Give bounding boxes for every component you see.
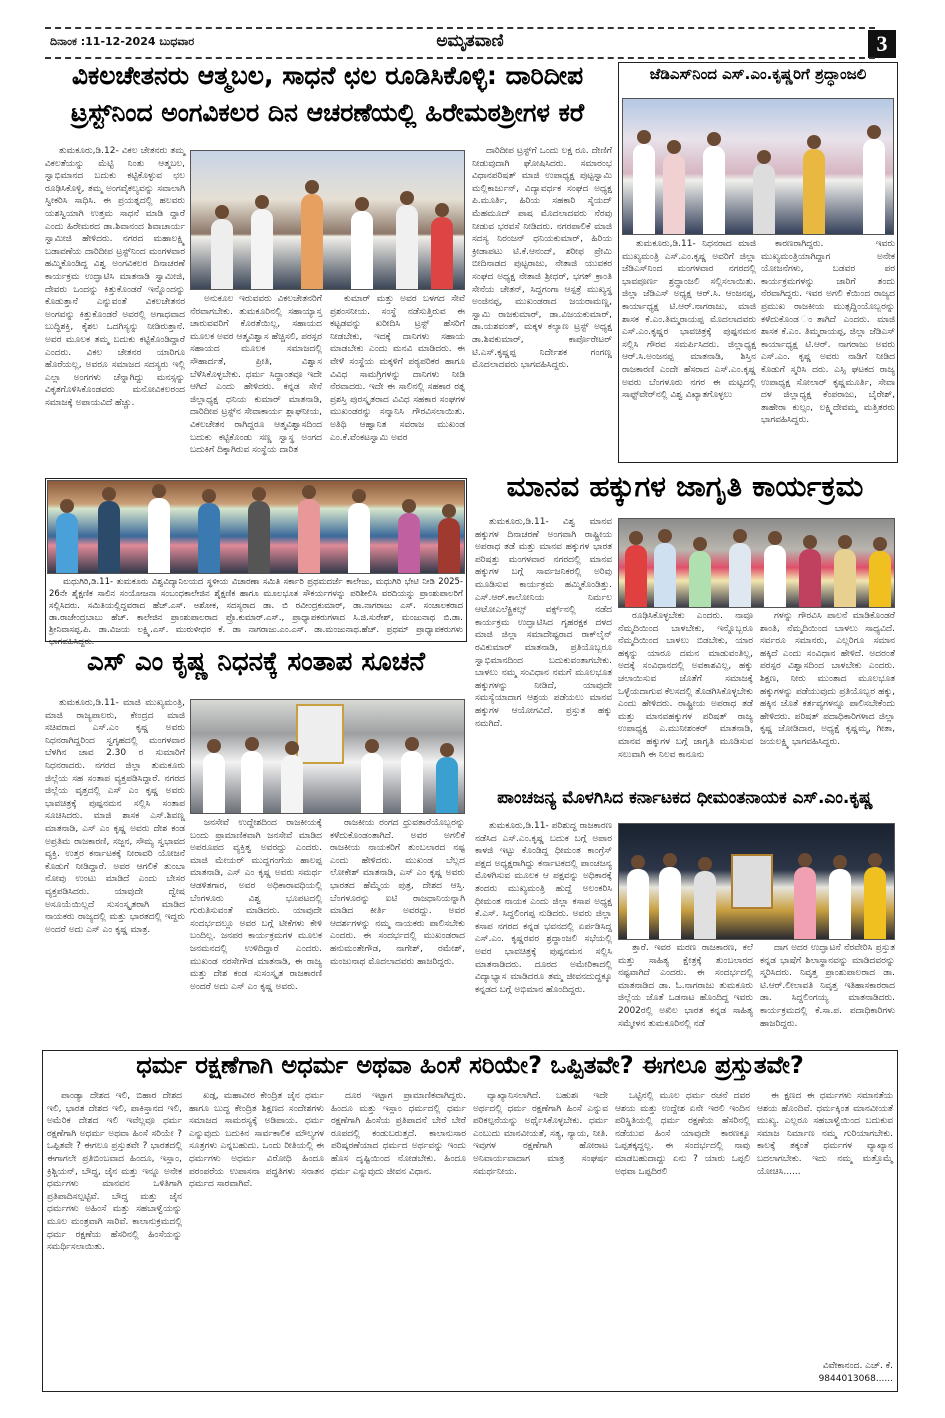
article1-column: ದಾರಿದೀಪ ಟ್ರಸ್ಟ್‌ಗೆ ಒಂದು ಲಕ್ಷ ರೂ. ದೇಣಿಗೆ ನೀಡುವುದಾಗಿ ಘೋಷಿಸಿದರು. ಸಮಾರಂಭ ವಿಧಾನಪರಿಷತ್ ಮಾಜಿ ಉಪಾಧ್ಯಕ್ಷ ಪುಟ್ಟಸ್ವಾಮಿ ಮಲ್ಲಿಕಾರ್ಜುನ್, ವಿದ್ಯಾವರ್ಧಕ ಸಂಘದ ಅಧ್ಯಕ್ಷ ಪಿ.ಮೂರ್ತಿ, ಹಿರಿಯ ಸಹಕಾರಿ ಸೈಯದ್ ಮೆಹಮೂದ್ ಪಾಷ ಮೊದಲಾದವರು ನೆರವು ನೀಡುವ ಭರವಸೆ ನೀಡಿದರು. ನಗರಪಾಲಿಕೆ ಮಾಜಿ ಸದಸ್ಯ ನಿರಂಜನ್ ಧನಿಯಕುಮಾರ್, ಹಿರಿಯ ಕ್ರೀಡಾಪಟು ಟಿ.ಕೆ.ಆನಂದ್, ಶರೀಫ ಪ್ರೇಮಿ ಬೀದಿನಾಡದ ಪುಟ್ಟರಾಜು, ನೇತಾಜಿ ಯುವಕರ ಸಂಘದ ಅಧ್ಯಕ್ಷ ನೇತಾಜಿ ಶ್ರೀಧರ್, ಭಗತ್ ಕ್ರಾಂತಿ ಸೇನೆಯ ಚೇತನ್, ಸಿದ್ದಗಂಗಾ ಆಸ್ಪತ್ರೆ ಮುಖ್ಯಸ್ಥ ಅಂಜಿನಪ್ಪ, ಮುಖಂಡರಾದ ಜಯರಾಮಣ್ಣ, ಸ್ವಾಮಿ ರಾಜಕುಮಾರ್, ಡಾ.ವಿಜಯಕುಮಾರ್, ಡಾ.ಯಶವಂತ್, ಮಕ್ಕಳ ಕಲ್ಯಾಣ ಟ್ರಸ್ಟ್ ಅಧ್ಯಕ್ಷ ಡಾ.ಶಿವಕುಮಾರ್, ಕಾರ್ಪೊರೇಟರ್ ಟಿ.ಎಸ್.ಕೃಷ್ಣಪ್ಪ ನಿರ್ದೇಶಕ ಗಂಗಣ್ಣ ಮೊದಲಾದವರು ಭಾಗವಹಿಸಿದ್ದರು. (472, 146, 612, 371)
article2-column: ತುಮಕೂರು,ಡಿ.11- ನಿಧನರಾದ ಮಾಜಿ ಮುಖ್ಯಮಂತ್ರಿ ಎಸ್.ಎಂ.ಕೃಷ್ಣ ಅವರಿಗೆ ಜಿಲ್ಲಾ ಜೆಡಿಎಸ್‌ನಿಂದ ಮಂಗಳವಾರ ನಗರದಲ್ಲಿ ಭಾವಪೂರ್ಣ ಶ್ರದ್ಧಾಂಜಲಿ ಸಲ್ಲಿಸಲಾಯಿತು. ಜಿಲ್ಲಾ ಜೆಡಿಎಸ್ ಅಧ್ಯಕ್ಷ ಆರ್.ಸಿ. ಆಂಜನಪ್ಪ, ಕಾರ್ಯಾಧ್ಯಕ್ಷ ಟಿ.ಆರ್.ನಾಗರಾಜು, ಮಾಜಿ ಶಾಸಕ ಕೆ.ಎಂ.ತಿಮ್ಮರಾಯಪ್ಪ ಮೊದಲಾದವರು ಎಸ್.ಎಂ.ಕೃಷ್ಣರ ಭಾವಚಿತ್ರಕ್ಕೆ ಪುಷ್ಪನಮನ ಸಲ್ಲಿಸಿ ಗೌರವ ಸಮರ್ಪಿಸಿದರು. ಜಿಲ್ಲಾಧ್ಯಕ್ಷ ಆರ್.ಸಿ.ಅಂಜನಪ್ಪ ಮಾತನಾಡಿ, ಶಿಸ್ತಿನ ರಾಜಕಾರಣಿ ಎಂದೇ ಹೆಸರಾದ ಎಸ್.ಎಂ.ಕೃಷ್ಣ ಅವರು ಬೆಂಗಳೂರು ನಗರ ಈ ಮಟ್ಟದಲ್ಲಿ ಸಾಫ್ಟ್‌ವೇರ್‌ನಲ್ಲಿ ವಿಶ್ವ ವಿಖ್ಯಾತಗೊಳ್ಳಲು (622, 239, 756, 401)
article6-column: ಪಾಂಡ್ಯಾ ದೇಶದ ಇಲಿ, ಬಿಹಾರ ದೇಶದ ಇಲಿ, ಭಾರತ ದೇಶದ ಇಲಿ, ಪಾಕಿಸ್ತಾನದ ಇಲಿ, ಅಮೆರಿಕ ದೇಶದ ಇಲಿ ಇವೆಲ್ಲವೂ ಧರ್ಮ ರಕ್ಷಣೆಗಾಗಿ ಅಧರ್ಮ ಅಥವಾ ಹಿಂಸೆ ಸರಿಯೇ ? ಒಪ್ಪಿತವೇ ? ಈಗಲೂ ಪ್ರಸ್ತುತವೇ ? ಭಾರತದಲ್ಲಿ ಈಗಾಗಲೇ ಪ್ರತಿಬಿಂಬವಾದ ಹಿಂದೂ, ಇಸ್ಲಾಂ, ಕ್ರಿಶ್ಚಿಯನ್, ಬೌದ್ಧ, ಜೈನ ಮತ್ತು ಇನ್ನೂ ಅನೇಕ ಧರ್ಮಗಳು ಮಾನವನ ಒಳಿತಿಗಾಗಿ ಪ್ರತಿಪಾದಿಸಲ್ಪಟ್ಟಿವೆ. ಬೌದ್ಧ ಮತ್ತು ಜೈನ ಧರ್ಮಗಳು ಅಹಿಂಸೆ ಮತ್ತು ಸಹಬಾಳ್ವೆಯನ್ನು ಮೂಲ ಮಂತ್ರವಾಗಿ ಸಾರಿವೆ. ಕಾಲಾನುಕ್ರಮದಲ್ಲಿ ಧರ್ಮ ರಕ್ಷಣೆಯ ಹೆಸರಿನಲ್ಲಿ ಹಿಂಸೆಯನ್ನು ಸಮರ್ಥಿಸಲಾಯಿತು. (47, 1091, 182, 1253)
article4-headline: ಮಾನವ ಹಕ್ಕುಗಳ ಜಾಗೃತಿ ಕಾರ್ಯಕ್ರಮ (506, 469, 864, 503)
portrait-frame (731, 854, 773, 909)
photo-story-photo (47, 480, 465, 574)
portrait-frame (296, 704, 344, 764)
article5-column: ದಾಗ ಅದರ ಉದ್ಘಾಟನೆ ನೆರವೇರಿಸಿ ಪ್ರಸ್ತುತ ಕನ್ನಡ ಭಾಷೆಗೆ ಶಿಲಾಸ್ಥಾನವನ್ನು ಮಾಡಿದವರನ್ನು ಸ್ಮರಿಸಿದರು. ನಿವೃತ್ತ ಪ್ರಾಂಶುಪಾಲರಾದ ಡಾ. ಟಿ.ಆರ್.ಲೀಲಾವತಿ ನಿವೃತ್ತ ಇತಿಹಾಸಕಾರರಾದ ಡಾ. ಸಿದ್ದಲಿಂಗಯ್ಯ ಮಾತನಾಡಿದರು. ಕಾರ್ಯಕ್ರಮದಲ್ಲಿ ಕೆ.ಸಾ.ಪ. ಪದಾಧಿಕಾರಿಗಳು ಹಾಜರಿದ್ದರು. (760, 943, 895, 1029)
photo-caption: ಮಧುಗಿರಿ,ಡಿ.11- ತುಮಕೂರು ವಿಶ್ವವಿದ್ಯಾನಿಲಯದ ಸ್ಥಳೀಯ ವಿಚಾರಣಾ ಸಮಿತಿ ಸರ್ಕಾರಿ ಪ್ರಥಮದರ್ಜೆ ಕಾಲೇಜು, ಮಧುಗಿರಿ ಭೇಟಿ ನೀಡಿ 2025-26ನೇ ಶೈಕ್ಷಣಿಕ ಸಾಲಿನ ಸಂಯೋಜನಾ ಸಂಬಂಧಕಾಲೇಜಿನ ಶೈಕ್ಷಣಿಕ ಹಾಗೂ ಮೂಲಭೂತ ಸೌಕರ್ಯಗಳನ್ನು ಪರಿಶೀಲಿಸಿ ವರದಿಯನ್ನು ಪ್ರಾಂಶುಪಾಲರಿಗೆ ಸಲ್ಲಿಸಿದರು. ಸಮಿತಿಯಲ್ಲಿದ್ದವರಾದ ಹೆಚ್.ಎಸ್. ಅಶೋಕ, ಸದಸ್ಯರಾದ ಡಾ. ಬಿ ರವೀಂದ್ರಕುಮಾರ್, ಡಾ.ನಾಗರಾಜು ಎಸ್. ಸಂಚಾಲಕರಾದ ಡಾ.ರಾಜೇಂದ್ರಬಾಬು ಹೆಚ್. ಕಾಲೇಜಿನ ಪ್ರಾಂಶುಪಾಲರಾದ ಪ್ರೊ.ಕುಮಾರ್.ಎಸ್., ಪ್ರಾಧ್ಯಾಪಕರುಗಳಾದ ಸಿ.ಜಿ.ಸುರೇಶ್, ಮಂಜುನಾಥ ಬಿ.ಡಾ. ಶ್ರೀನಿವಾಸಪ್ಪ.ಪಿ. ಡಾ.ವಿಜಯ ಲಕ್ಷ್ಮಿ.ಎಸ್. ಮುರುಳೀಧರ ಕೆ. ಡಾ ನಾಗರಾಜು.ಎಂ.ಎಸ್. ಡಾ.ಮಂಜುನಾಥ.ಹೆಚ್. ಪ್ರಥಮ್ ಪ್ರಾಧ್ಯಾಪಕರುಗಳು ಭಾಗವಹಿಸಿದ್ದರು. (49, 577, 463, 647)
article3-photo (190, 699, 465, 814)
article6-column: ದೂರ ಇಟ್ಟಾಗ ಪ್ರಾಮಾಣಿಕವಾಗಿದ್ದರು. ಹಿಂದೂ ಮತ್ತು ಇಸ್ಲಾಂ ಧರ್ಮದಲ್ಲಿ ಧರ್ಮ ರಕ್ಷಣೆಗಾಗಿ ಹಿಂಸೆಯ ಪ್ರತಿಪಾದನೆ ಬೇರೆ ಬೇರೆ ರೂಪದಲ್ಲಿ ಕಂಡುಬರುತ್ತದೆ. ಕಾಲಾನುಸಾರ ಪರಿಷ್ಕರಣೆಯಾದ ಧರ್ಮದ ಅರ್ಥವನ್ನು ಇಂದು ಹೊಸ ದೃಷ್ಟಿಯಿಂದ ನೋಡಬೇಕು. ಹಿಂದೂ ಧರ್ಮ ಎನ್ನುವುದು ಜೀವನ ವಿಧಾನ. (331, 1091, 466, 1177)
article3-column: ತುಮಕೂರು,ಡಿ.11- ಮಾಜಿ ಮುಖ್ಯಮಂತ್ರಿ, ಮಾಜಿ ರಾಜ್ಯಪಾಲರು, ಕೇಂದ್ರದ ಮಾಜಿ ಸಚಿವರಾದ ಎಸ್.ಎಂ ಕೃಷ್ಣ ಅವರು ನಿಧನರಾಗಿದ್ದರಿಂದ ಸ್ವಗೃಹದಲ್ಲಿ ಮಂಗಳವಾರ ಬೆಳಗಿನ ಜಾವ 2.30 ರ ಸುಮಾರಿಗೆ ನಿಧನರಾದರು. ನಗರದ ಜಿಲ್ಲಾ ತುಮಕೂರು ಜಿಲ್ಲೆಯ ಸಹ ಸಂತಾಪ ವ್ಯಕ್ತಪಡಿಸಿದ್ದಾರೆ. ನಗರದ ಜಿಲ್ಲೆಯ ವೃತ್ತದಲ್ಲಿ ಎಸ್ ಎಂ ಕೃಷ್ಣ ಅವರು ಭಾವಚಿತ್ರಕ್ಕೆ ಪುಷ್ಪನಮನ ಸಲ್ಲಿಸಿ ಸಂತಾಪ ಸೂಚಿಸಿದರು. ಮಾಜಿ ಶಾಸಕ ಎಸ್.ಶಿವಣ್ಣ ಮಾತನಾಡಿ, ಎಸ್ ಎಂ ಕೃಷ್ಣ ಅವರು ದೇಶ ಕಂಡ ಅಪ್ರತಿಮ ರಾಜಕಾರಣಿ, ಸಜ್ಜನ, ಸೌಮ್ಯ ಸ್ವಭಾವದ ವ್ಯಕ್ತಿ. ಉತ್ತರ ಕರ್ನಾಟಕಕ್ಕೆ ನೀರಾವರಿ ಯೋಜನೆ ಕೊಡುಗೆ ನೀಡಿದ್ದಾರೆ. ಅವರ ಆಗಲಿಕೆ ತುಂಬಾ ನೋವು ಉಂಟು ಮಾಡಿದೆ ಎಂದು ಬೇಸರ ವ್ಯಕ್ತಪಡಿಸಿದರು. ಯಾವುದೇ ದ್ವೇಷ ಅಸೂಯೆಯಿಲ್ಲದೆ ಸುಸಂಸ್ಕೃತರಾಗಿ ಮಾಡಿದ ನಾಯಕರು ರಾಜ್ಯದಲ್ಲಿ ಮತ್ತು ಭಾರತದಲ್ಲಿ ಇದ್ದರು ಅಂದರೆ ಅದು ಎಸ್ ಎಂ ಕೃಷ್ಣ ಮಾತ್ರ. (45, 698, 185, 935)
article2-column: ಕಾರಣರಾಗಿದ್ದರು. ಇವರು ಮುಖ್ಯಮಂತ್ರಿಯಾಗಿದ್ದಾಗ ಅನೇಕ ಯೋಜನೆಗಳು, ಬಡವರ ಪರ ಕಾರ್ಯಕ್ರಮಗಳನ್ನು ಜಾರಿಗೆ ತಂದು ನೆರವಾಗಿದ್ದರು. ಇವರ ಅಗಲಿ ಕೆಯಿಂದ ರಾಜ್ಯದ ಪ್ರಮುಖ ರಾಜಕೀಯ ಮುತ್ಸದ್ದಿಂಯೊಬ್ಬರನ್ನು ಕಳೆದುಕೊಂಡ ಂತಾಗಿದೆ ಎಂದರು. ಮಾಜಿ ಶಾಸಕ ಕೆ.ಎಂ. ತಿಮ್ಮರಾಯಪ್ಪ, ಜಿಲ್ಲಾ ಜೆಡಿಎಸ್ ಕಾರ್ಯಾಧ್ಯಕ್ಷ ಟಿ.ಆರ್. ನಾಗರಾಜು ಅವರು ಎಸ್.ಎಂ. ಕೃಷ್ಣ ಅವರು ನಾಡಿಗೆ ನೀಡಿದ ಕೊಡುಗೆ ಸ್ಮರಿಸಿ ದರು. ಎಸ್ಸಿ ಘಟಕದ ರಾಜ್ಯ ಉಪಾಧ್ಯಕ್ಷ ಸೋಲಾರ್ ಕೃಷ್ಣಮೂರ್ತಿ, ಸೇವಾ ದಳ ಜಿಲ್ಲಾಧ್ಯಕ್ಷ ಕೆಂಪರಾಜು, ಬೈರೇಶ್, ತಾಹೇರಾ ಕುಲ್ಸಂ, ಲಕ್ಷ್ಮಿದೇವಮ್ಮ ಮತ್ತಿತರರು ಭಾಗವಹಿಸಿದ್ದರು. (761, 239, 895, 426)
article4-photo (618, 518, 895, 608)
byline-name: ವಿವೇಕಾನಂದ. ಎಚ್. ಕೆ. (822, 1361, 893, 1371)
article1-column: ಕುಮಾರ್ ಮತ್ತು ಅವರ ಬಳಗದ ಸೇವೆ ಪ್ರಶಂಸನೀಯ. ಸಂಸ್ಥೆ ನಡೆಸುತ್ತಿರುವ ಈ ಕಟ್ಟಡವನ್ನು ಖರೀದಿಸಿ ಟ್ರಸ್ಟ್ ಹೆಸರಿಗೆ ನೀಡಬೇಕು, ಇದಕ್ಕೆ ದಾನಿಗಳು ಸಹಾಯ ಮಾಡಬೇಕು ಎಂದು ಮನವಿ ಮಾಡಿದರು. ಈ ವೇಳೆ ಸಂಸ್ಥೆಯ ಮಕ್ಕಳಿಗೆ ಪಠ್ಯಪರಿಕರ ಹಾಗೂ ವಿವಿಧ ಸಾಮಗ್ರಿಗಳನ್ನು ದಾನಿಗಳು ನೀಡಿ ನೆರವಾದರು. ಇದೇ ಈ ಸಾಲಿನಲ್ಲಿ ಸಹಕಾರ ರತ್ನ ಪ್ರಶಸ್ತಿ ಪುರಸ್ಕೃತರಾದ ವಿವಿಧ ಸಹಕಾರ ಸಂಘಗಳ ಮುಖಂಡರನ್ನು ಸನ್ಮಾನಿಸಿ ಗೌರವಿಸಲಾಯಿತು. ಅತಿಥಿ ಆಹ್ವಾನಿತ ಸವರಾಜ ಮುಖಂಡ ಎಂ.ಕೆ.ವೆಂಕಟಸ್ವಾಮಿ ಅವರ (330, 294, 465, 443)
article6-column: ಖಡ್ಗ, ಮಹಾವೀರ ಕೇಂದ್ರಿತ ಜೈನ ಧರ್ಮ ಹಾಗೂ ಬುದ್ಧ ಕೇಂದ್ರಿತ ಶಿಕ್ಷಣದ ಸಂದೇಶಗಳು ಸಮಾಜದ ಸಾಮರಸ್ಯಕ್ಕೆ ಅಡಿಪಾಯ. ಧರ್ಮ ಎನ್ನುವುದು ಬದುಕಿನ ಸಾರ್ವಕಾಲಿಕ ಮೌಲ್ಯಗಳ ಸೂತ್ರಗಳು ಎನ್ನಬಹುದು. ಒಂದು ರೀತಿಯಲ್ಲಿ ಈ ಧರ್ಮಗಳು ಅಧರ್ಮ ವಿರೋಧಿ ಹಿಂದೂ ಪರಂಪರೆಯ ಉಪಾಸನಾ ಪದ್ಧತಿಗಳು ಸನಾತನ ಧರ್ಮದ ಸಾರವಾಗಿವೆ. (189, 1091, 324, 1190)
issue-date: ದಿನಾಂಕ :11-12-2024 ಬುಧವಾರ (50, 35, 195, 48)
article5-headline: ಪಾಂಚಜನ್ಯ ಮೊಳಗಿಸಿದ ಕರ್ನಾಟಕದ ಧೀಮಂತನಾಯಕ ಎಸ್.ಎಂ.ಕೃಷ್ಣ (497, 788, 873, 808)
article6-byline (757, 1360, 893, 1386)
article4-column: ರೂಢಿಸಿಕೊಳ್ಳಬೇಕು ಎಂದರು. ನಾವೂ ನೆಮ್ಮದಿಯಿಂದ ಬಾಳಬೇಕು, ಇನ್ನೊಬ್ಬರೂ ನೆಮ್ಮದಿಯಿಂದ ಬಾಳಲು ಬಿಡಬೇಕು, ಯಾರ ಹಕ್ಕನ್ನು ಯಾರೂ ದಮನ ಮಾಡುವಂತಿಲ್ಲ, ಅದಕ್ಕೆ ಸಂವಿಧಾನದಲ್ಲಿ ಅವಕಾಶವಿಲ್ಲ, ಹಕ್ಕು ಚಲಾಯಿಸುವ ಜೊತೆಗೆ ಸಮಾಜಕ್ಕೆ ಒಳ್ಳೆಯದಾಗುವ ಕೆಲಸದಲ್ಲಿ ತೊಡಗಿಸಿಕೊಳ್ಳಬೇಕು ಎಂದು ಹೇಳಿದರು. ರಾಷ್ಟ್ರೀಯ ಅಪರಾಧ ತಡೆ ಮತ್ತು ಮಾನವಹಕ್ಕುಗಳ ಪರಿಷತ್ ರಾಜ್ಯ ಉಪಾಧ್ಯಕ್ಷ ಎ.ಮುನೀಶಂಕರ್ ಮಾತನಾಡಿ, ಮಾನವ ಹಕ್ಕುಗಳ ಬಗ್ಗೆ ಜಾಗೃತಿ ಮೂಡಿಸುವ ಸಲುವಾಗಿ ಈ ನಿಲವ ಕಾನೂನು (618, 611, 753, 760)
article5-column: ತ್ತಾರೆ. ಇವರ ಮರಣ ರಾಜಕಾರಣ, ಕಲೆ ಮತ್ತು ಸಾಹಿತ್ಯ ಕ್ಷೇತ್ರಕ್ಕೆ ತುಂಬಲಾರದ ನಷ್ಟವಾಗಿದೆ ಎಂದರು. ಈ ಸಂದರ್ಭದಲ್ಲಿ ಮಾತನಾಡಿದ ಡಾ. ಓ.ನಾಗರಾಜು ತುಮಕೂರು ಜಿಲ್ಲೆಯ ಜೊತೆ ಒಡನಾಟ ಹೊಂದಿದ್ದ ಇವರು 2002ರಲ್ಲಿ ಅಖಿಲ ಭಾರತ ಕನ್ನಡ ಸಾಹಿತ್ಯ ಸಮ್ಮೇಳನ ತುಮಕೂರಿನಲ್ಲಿ ನಡೆ (618, 943, 753, 1029)
article4-column: ಗಳನ್ನು ಗೌರವಿಸಿ ಪಾಲನೆ ಮಾಡಿಕೊಂಡರೆ ಶಾಂತಿ, ನೆಮ್ಮದಿಯಿಂದ ಬಾಳಲು ಸಾಧ್ಯವಿದೆ. ಸರ್ವರೂ ಸಮಾನರು, ಎಲ್ಲರಿಗೂ ಸಮಾನ ಹಕ್ಕಿದೆ ಎಂದು ಸಂವಿಧಾನ ಹೇಳಿದೆ. ಅದರಂತೆ ಪರಸ್ಪರ ವಿಶ್ವಾಸದಿಂದ ಬಾಳಬೇಕು ಎಂದರು. ಶಿಕ್ಷಣ, ನೀರು ಮುಂತಾದ ಮೂಲಭೂತ ಹಕ್ಕುಗಳನ್ನು ಪಡೆಯುವುದು ಪ್ರತಿಯೊಬ್ಬರ ಹಕ್ಕು, ಹಕ್ಕಿನ ಜೊತೆ ಕರ್ತವ್ಯಗಳನ್ನೂ ಪಾಲಿಸಬೇಕೆಂದು ಹೇಳಿದರು. ಪರಿಷತ್ ಪದಾಧಿಕಾರಿಗಳಾದ ಜಿಲ್ಲಾ ಕೃಷ್ಣ ಜೋಡಿದಾರ, ಅಧ್ಯಕ್ಷೆ ಕೃಷ್ಣಮ್ಮ, ಗೀತಾ, ಜಯಲಕ್ಷ್ಮಿ ಭಾಗವಹಿಸಿದ್ದರು. (760, 611, 895, 747)
article1-column: ಅನುಕೂಲ ಇರುವವರು ವಿಕಲಚೇತನರಿಗೆ ನೆರವಾಗಬೇಕು. ತುಮಕೂರಿನಲ್ಲಿ ಸಹಾಯ್ಯಾಸ್ತ ಚಾರುವವರಿಗೆ ಕೊರತೆಯಿಲ್ಲ, ಸಹಾಯದ ಮೂಲಕ ಅವರ ಆತ್ಮವಿಶ್ವಾಸ ಹೆಚ್ಚಿಸಲಿ, ಪರಸ್ಪರ ಸಹಾಯದ ಮೂಲಕ ಸಮಾಜದಲ್ಲಿ ಸೌಹಾರ್ದತೆ, ಪ್ರೀತಿ, ವಿಶ್ವಾಸ ಬೆಳೆಸಿಕೊಳ್ಳಬೇಕು. ಧರ್ಮ ಸಿದ್ಧಾಂತವೂ ಇದೇ ಆಗಿದೆ ಎಂದು ಹೇಳಿದರು. ಕನ್ನಡ ಸೇನೆ ಜಿಲ್ಲಾಧ್ಯಕ್ಷ ಧನಿಯ ಕುಮಾರ್ ಮಾತನಾಡಿ, ದಾರಿದೀಪ ಟ್ರಸ್ಟ್‌ನ ಸೇವಾಕಾರ್ಯ ಶ್ಲಾಘನೀಯ, ವಿಕಲಚೇತನ ರಾಗಿದ್ದರೂ ಆತ್ಮವಿಶ್ವಾಸದಿಂದ ಬದುಕು ಕಟ್ಟಿಕೊಂಡು ಸಣ್ಣ ಸ್ವಾಸ್ಥ ಅಂಗದ ಬದುಕಿಗೆ ದಿಕ್ಕಾಗಿರುವ ಸಂಸ್ಥೆಯ ದಾರಿತ (190, 294, 323, 456)
article5-column: ತುಮಕೂರು,ಡಿ.11- ಪರಿಶುದ್ಧ ರಾಜಕಾರಣ ನಡೆಸಿದ ಎಸ್.ಎಂ.ಕೃಷ್ಣ ಬದುಕ ಬಗ್ಗೆ ಅಪಾರ ಕಾಳಜಿ ಇಟ್ಟು ಕೊಂಡಿದ್ದ ಧೀಮಂತ ಕಾಂಗ್ರೆಸ್ ಪಕ್ಷದ ಅಧ್ಯಕ್ಷರಾಗಿದ್ದು ಕರ್ನಾಟಕದಲ್ಲಿ ಪಾಂಚಜನ್ಯ ಮೊಳಗಿಸುವ ಮೂಲಕ ಆ ಪಕ್ಷವನ್ನು ಅಧಿಕಾರಕ್ಕೆ ತಂದರು ಮುಖ್ಯಮಂತ್ರಿ ಹುದ್ದೆ ಅಲಂಕರಿಸಿ ಧೀಮಂತ ನಾಯಕ ಎಂದು ಜಿಲ್ಲಾ ಕಸಾಪ ಅಧ್ಯಕ್ಷ ಕೆ.ಎಸ್. ಸಿದ್ದಲಿಂಗಪ್ಪ ನುಡಿದರು. ಅವರು ಜಿಲ್ಲಾ ಕಸಾಪ ನಗರದ ಕನ್ನಡ ಭವನದಲ್ಲಿ ಏರ್ಪಡಿಸಿದ್ದ ಎಸ್.ಎಂ. ಕೃಷ್ಣರವರ ಶ್ರದ್ಧಾಂಜಲಿ ಸಭೆಯಲ್ಲಿ ಅವರ ಭಾವಚಿತ್ರಕ್ಕೆ ಪುಷ್ಪನಮನ ಸಲ್ಲಿಸಿ ಮಾತನಾಡಿದರು. ದೂರದ ಅಮೇರಿಕಾದಲ್ಲಿ ವಿದ್ಯಾಭ್ಯಾಸ ಮಾಡಿದರೂ ತಮ್ಮ ಜೀವನದುದ್ದಕ್ಕೂ ಕನ್ನಡದ ಬಗ್ಗೆ ಅಭಿಮಾನ ಹೊಂದಿದ್ದರು. (475, 821, 612, 995)
article5-photo (618, 823, 895, 940)
article1-column: ತುಮಕೂರು,ಡಿ.12- ವಿಕಲ ಚೇತನರು ತಮ್ಮ ವಿಕಲತೆಯನ್ನು ಮೆಟ್ಟಿ ನಿಂತು ಆತ್ಮಬಲ, ಸ್ವಾಭಿಮಾನದ ಬದುಕು ಕಟ್ಟಿಕೊಳ್ಳುವ ಛಲ ರೂಢಿಸಿಕೊಳ್ಳಿ, ತಮ್ಮ ಅಂಗವೈಕಲ್ಯವನ್ನು ಸವಾಲಾಗಿ ಸ್ವೀಕರಿಸಿ ಸಾಧಿಸಿ. ಈ ಪ್ರಯತ್ನದಲ್ಲಿ ಹಲವರು ಯಶಸ್ವಿಯಾಗಿ ಉತ್ತಮ ಸಾಧನೆ ಮಾಡಿ ದ್ದಾರೆ ಎಂದು ಹಿರೇಮಠದ ಡಾ.ಶಿವಾನಂದ ಶಿವಾಚಾರ್ಯ ಸ್ವಾಮೀಜಿ ಹೇಳಿದರು. ನಗರದ ಮಹಾಲಕ್ಷ್ಮಿ ಬಡಾವಣೆಯ ದಾರಿದೀಪ ಟ್ರಸ್ಟ್‌ನಿಂದ ಮಂಗಳವಾರ ಹಮ್ಮಿಕೊಂಡಿದ್ದ ವಿಶ್ವ ಅಂಗವಿಕಲರ ದಿನಾಚರಣೆ ಕಾರ್ಯಕ್ರಮ ಉದ್ಘಾಟಿಸಿ ಮಾತನಾಡಿ ಸ್ವಾಮೀಜಿ, ದೇವರು ಒಂದನ್ನು ಕಿತ್ತುಕೊಂಡರೆ ಇನ್ನೊಂದನ್ನು ಕೊಡುತ್ತಾನೆ ಎನ್ನುವಂತೆ ವಿಕಲಚೇತನರ ಅಂಗವನ್ನು ಕಿತ್ತುಕೊಂಡರೆ ಅವರಲ್ಲಿ ಅಗಾಧವಾದ ಬುದ್ಧಿಶಕ್ತಿ, ಕೈಶಲ ಒದಗಿಸ್ಯನ್ನು ನೀಡಿರುತ್ತಾನೆ. ಅವರ ಮೂಲಕ ತಮ್ಮ ಬದುಕು ಕಟ್ಟಿಕೊಂಡಿದ್ದಾರೆ ಎಂದರು. ವಿಕಲ ಚೇತನರ ಯಾರಿಗೂ ಹೊರೆಯಲ್ಲ, ಅವರೂ ಸಮಾಜದ ಸದಸ್ಯರು ಇಲ್ಲಿ ಎಲ್ಲಾ ಅಂಗಗಳು ಚೆನ್ನಾಗಿದ್ದು ಮನಸ್ಸನ್ನು ವಿಕೃತಗೊಳಿಸಿಕೊಂಡವರು ಮನೋವಿಕಲರಂದ ಸಮಾಜಕ್ಕೆ ಅಪಾಯವಿದೆ ಹೆಚ್ಚು. (45, 146, 185, 408)
article3-column: ಜನಸೇವೆ ಉದ್ದೇಶದಿಂದ ರಾಜಕೀಯಕ್ಕೆ ಬಂದು ಪ್ರಾಮಾಣಿಕವಾಗಿ ಜನಸೇವೆ ಮಾಡಿದ ಅಪರೂಪದ ವ್ಯಕ್ತಿತ್ವ ಅವರದ್ದು ಎಂದರು. ಮಾಜಿ ಮೇಯರ್ ಮುದ್ದಗಂಗೆಯ ಹಾಲಪ್ಪ ಮಾತನಾಡಿ, ಎಸ್ ಎಂ ಕೃಷ್ಣ ಅವರು ಸಮರ್ಥ ಆಡಳಿತಗಾರ, ಅವರ ಅಧಿಕಾರಾವಧಿಯಲ್ಲಿ ಬೆಂಗಳೂರು ವಿಶ್ವ ಭೂಪಟದಲ್ಲಿ ಗುರುತಿಸುವಂತೆ ಮಾಡಿದರು. ಯಾವುದೇ ಸಂದರ್ಭದಲ್ಲೂ ಅವರ ಬಗ್ಗೆ ಟೀಕೆಗಳು ಕೇಳಿ ಬಂದಿಲ್ಲ. ಜನಪರ ಕಾರ್ಯಕ್ರಮಗಳ ಮೂಲಕ ಜನಮನದಲ್ಲಿ ಉಳಿದಿದ್ದಾರೆ ಎಂದರು. ಮುಖಂಡ ನರಸೇಗೌಡ ಮಾತನಾಡಿ, ಈ ರಾಜ್ಯ ಮತ್ತು ದೇಶ ಕಂಡ ಸುಸಂಸ್ಕೃತ ರಾಜಕಾರಣಿ ಅಂದರೆ ಅದು ಎಸ್ ಎಂ ಕೃಷ್ಣ ಅವರು. (190, 818, 322, 992)
article6-column: ವ್ಯಾಖ್ಯಾನಿಸಲಾಗಿದೆ. ಬಹುಶಃ ಇದೇ ಅರ್ಥದಲ್ಲಿ ಧರ್ಮ ರಕ್ಷಣೆಗಾಗಿ ಹಿಂಸೆ ಎನ್ನುವ ಪರಿಕಲ್ಪನೆಯನ್ನು ಅರ್ಥೈಸಿಕೊಳ್ಳಬೇಕು. ಧರ್ಮ ಎಂಬುದು ಮಾನವೀಯತೆ, ಸತ್ಯ, ನ್ಯಾಯ, ನೀತಿ. ಇವುಗಳ ರಕ್ಷಣೆಗಾಗಿ ಹೋರಾಟ ಅನಿವಾರ್ಯವಾದಾಗ ಮಾತ್ರ ಸಂಘರ್ಷ ಸಮರ್ಥನೀಯ. (473, 1091, 608, 1177)
page-number: 3 (868, 30, 896, 58)
article6-headline: ಧರ್ಮ ರಕ್ಷಣೆಗಾಗಿ ಅಧರ್ಮ ಅಥವಾ ಹಿಂಸೆ ಸರಿಯೇ? ಒಪ್ಪಿತವೇ? ಈಗಲೂ ಪ್ರಸ್ತುತವೇ? (136, 1051, 804, 1079)
byline-phone: 9844013068...... (818, 1374, 893, 1384)
header-rule-bottom (45, 57, 875, 59)
header-rule-top (45, 27, 875, 29)
headline-line: ವಿಕಲಚೇತನರು ಆತ್ಮಬಲ, ಸಾಧನೆ ಛಲ ರೂಡಿಸಿಕೊಳ್ಳಿ: ದಾರಿದೀಪ (71, 61, 584, 90)
article3-headline: ಎಸ್ ಎಂ ಕೃಷ್ಣ ನಿಧನಕ್ಕೆ ಸಂತಾಪ ಸೂಚನೆ (87, 647, 425, 677)
article3-column: ರಾಜಕೀಯ ರಂಗದ ಧ್ರುವತಾರೆಯೊಬ್ಬರನ್ನು ಕಳೆದುಕೊಂಡಂತಾಗಿದೆ. ಅವರ ಅಗಲಿಕೆ ರಾಜಕೀಯ ನಾಯಕರಿಗೆ ತುಂಬಲಾರದ ನಷ್ಟ ಎಂದು ಹೇಳಿದರು. ಮುಖಂಡ ಬೆಲ್ಲದ ಲೋಕೇಶ್ ಮಾತನಾಡಿ, ಎಸ್ ಎಂ ಕೃಷ್ಣ ಅವರು ಭಾರತದ ಹೆಮ್ಮೆಯ ಪುತ್ರ, ದೇಶದ ಆಸ್ತಿ. ಬೆಂಗಳೂರನ್ನು ಐಟಿ ರಾಜಧಾನಿಯನ್ನಾಗಿ ಮಾಡಿದ ಕೀರ್ತಿ ಅವರದ್ದು. ಅವರ ಆದರ್ಶಗಳನ್ನು ನಮ್ಮ ನಾಯಕರು ಪಾಲಿಸಬೇಕು ಎಂದರು. ಈ ಸಂದರ್ಭದಲ್ಲಿ ಮುಖಂಡರಾದ ಹನುಮಂತೇಗೌಡ, ನಾಗೇಶ್, ರಮೇಶ್, ಮಂಜುನಾಥ ಮೊದಲಾದವರು ಹಾಜರಿದ್ದರು. (330, 818, 465, 967)
article1-photo (190, 150, 465, 290)
article4-column: ತುಮಕೂರು,ಡಿ.11- ವಿಶ್ವ ಮಾನವ ಹಕ್ಕುಗಳ ದಿನಾಚರಣೆ ಅಂಗವಾಗಿ ರಾಷ್ಟ್ರೀಯ ಅಪರಾಧ ತಡೆ ಮತ್ತು ಮಾನವ ಹಕ್ಕುಗಳ ಭಾರತ ಪರಿಷತ್ತು ಮಂಗಳವಾರ ನಗರದಲ್ಲಿ ಮಾನವ ಹಕ್ಕುಗಳ ಬಗ್ಗೆ ಸಾರ್ವಜನಿಕರಲ್ಲಿ ಅರಿವು ಮೂಡಿಸುವ ಕಾರ್ಯಕ್ರಮ ಹಮ್ಮಿಕೊಂಡಿತ್ತು. ಎಸ್.ಆರ್.ಕಾಲೋನಿಯ ನಿರ್ಮಲ ಆಟೋಎಲೆಕ್ಟ್ರಿಕಲ್ಸ್ ವರ್ಕ್ಸ್‌ನಲ್ಲಿ ನಡೆದ ಕಾರ್ಯಕ್ರಮ ಉದ್ಘಾಟಿಸಿದ ಗೃಹರಕ್ಷಕ ದಳದ ಮಾಜಿ ಜಿಲ್ಲಾ ಸಮಾದೇಷ್ಟರಾದ ರಾಕ್‌ಲೈನ್ ರವಿಕುಮಾರ್ ಮಾತನಾಡಿ, ಪ್ರತಿಯೊಬ್ಬರೂ ಸ್ವಾಭಿಮಾನದಿಂದ ಬದುಕುವಂತಾಗಬೇಕು. ಬಾಳಲು ನಮ್ಮ ಸಂವಿಧಾನ ನಮಗೆ ಮೂಲಭೂತ ಹಕ್ಕುಗಳನ್ನು ನೀಡಿದೆ, ಯಾವುದೇ ಸಮಸ್ಯೆಯಾದಾಗ ಆಶ್ರಯ ಪಡೆಯಲು ಮಾನವ ಹಕ್ಕುಗಳ ಆಯೋಗವಿದೆ. ಪ್ರಸ್ತುತ ಹಕ್ಕು ನಮಗಿದೆ. (475, 517, 612, 729)
article2-headline: ಜೆಡಿಎಸ್‌ನಿಂದ ಎಸ್.ಎಂ.ಕೃಷ್ಣರಿಗೆ ಶ್ರದ್ಧಾಂಜಲಿ (649, 65, 867, 83)
article1-headline (45, 62, 610, 128)
masthead: ಅಮೃತವಾಣಿ (436, 31, 504, 51)
article6-column: ಈ ಕ್ಷಣದ ಈ ಧರ್ಮಗಳು ಸಮಾನತೆಯ ಆಶಯ ಹೊಂದಿವೆ. ಧರ್ಮಕ್ಕಿಂತ ಮಾನವೀಯತೆ ಮುಖ್ಯ. ಎಲ್ಲರೂ ಸಹಬಾಳ್ವೆಯಿಂದ ಬದುಕುವ ಸಮಾಜ ನಿರ್ಮಾಣ ನಮ್ಮ ಗುರಿಯಾಗಬೇಕು. ಕಾಲಕ್ಕೆ ತಕ್ಕಂತೆ ಧರ್ಮಗಳ ವ್ಯಾಖ್ಯಾನ ಬದಲಾಗಬೇಕು. ಇದು ನಮ್ಮ ಮತ್ತೊಮ್ಮೆ ಯೋಚಿಸಿ...... (757, 1091, 893, 1177)
article2-photo (622, 98, 894, 235)
headline-line: ಟ್ರಸ್ಟ್‌ನಿಂದ ಅಂಗವಿಕಲರ ದಿನ ಆಚರಣೆಯಲ್ಲಿ ಹಿರೇಮಠಶ್ರೀಗಳ ಕರೆ (70, 97, 585, 127)
article6-column: ಒಟ್ಟಿನಲ್ಲಿ ಮೂಲ ಧರ್ಮ ರಚನೆ ದವರ ಆಶಯ ಮತ್ತು ಉದ್ದೇಶ ಏನೇ ಇರಲಿ ಇಂದಿನ ಪರಿಸ್ಥಿತಿಯಲ್ಲಿ ಧರ್ಮ ರಕ್ಷಣೆಯ ಹೆಸರಿನಲ್ಲಿ ನಡೆಯುವ ಹಿಂಸೆ ಯಾವುದೇ ಕಾರಣಕ್ಕೂ ಒಪ್ಪತಕ್ಕದ್ದಲ್ಲ. ಈ ಸಂದರ್ಭದಲ್ಲಿ ನಾವು ಮಾಡಬಹುದಾದ್ದು ಏನು ? ಯಾರು ಒಪ್ಪಲಿ ಅಥವಾ ಒಪ್ಪದಿರಲಿ (615, 1091, 750, 1177)
